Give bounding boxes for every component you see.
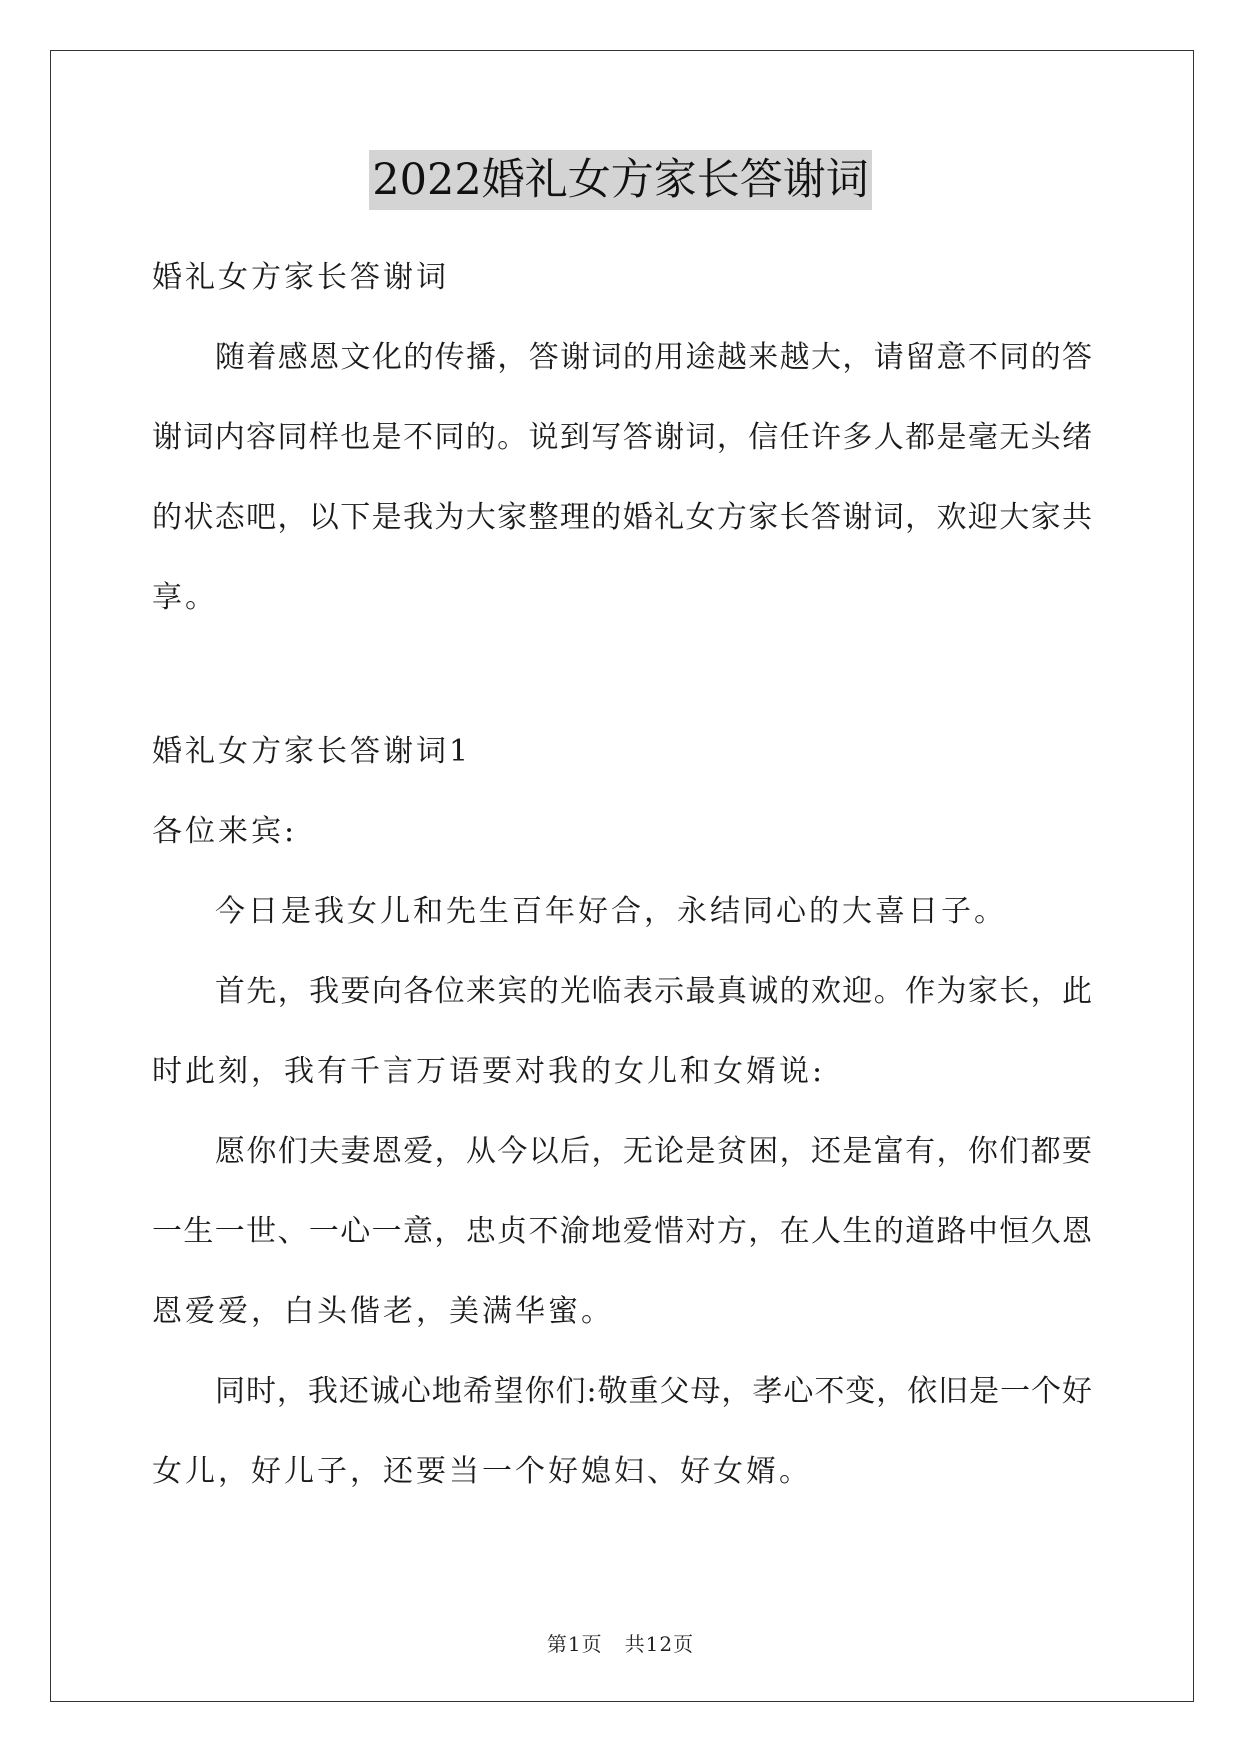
document-title: 2022婚礼女方家长答谢词	[369, 150, 871, 210]
paragraph-line: 享。	[152, 580, 218, 615]
page-number-footer: 第1页 共12页	[546, 1632, 695, 1656]
paragraph-line: 一生一世、一心一意，忠贞不渝地爱惜对方，在人生的道路中恒久恩	[152, 1214, 1092, 1249]
salutation-line: 各位来宾:	[152, 814, 298, 849]
document-body	[152, 238, 1092, 1512]
paragraph-line: 的状态吧，以下是我为大家整理的婚礼女方家长答谢词，欢迎大家共	[152, 500, 1092, 535]
subtitle-line: 婚礼女方家长答谢词	[152, 260, 449, 295]
paragraph-line: 恩爱爱，白头偕老，美满华蜜。	[152, 1294, 614, 1329]
paragraph-line: 今日是我女儿和先生百年好合，永结同心的大喜日子。	[215, 894, 1007, 929]
paragraph-line: 女儿，好儿子，还要当一个好媳妇、好女婿。	[152, 1454, 812, 1489]
paragraph-line: 随着感恩文化的传播，答谢词的用途越来越大，请留意不同的答	[215, 340, 1092, 375]
paragraph-line: 首先，我要向各位来宾的光临表示最真诚的欢迎。作为家长，此	[215, 974, 1092, 1009]
paragraph-line: 愿你们夫妻恩爱，从今以后，无论是贫困，还是富有，你们都要	[215, 1134, 1092, 1169]
paragraph-line: 时此刻，我有千言万语要对我的女儿和女婿说:	[152, 1054, 826, 1089]
section-gap	[152, 638, 1092, 712]
paragraph-line: 谢词内容同样也是不同的。说到写答谢词，信任许多人都是毫无头绪	[152, 420, 1092, 455]
section-heading: 婚礼女方家长答谢词1	[152, 734, 472, 769]
paragraph-line: 同时，我还诚心地希望你们:敬重父母，孝心不变，依旧是一个好	[215, 1374, 1092, 1409]
title-container	[0, 150, 1241, 210]
